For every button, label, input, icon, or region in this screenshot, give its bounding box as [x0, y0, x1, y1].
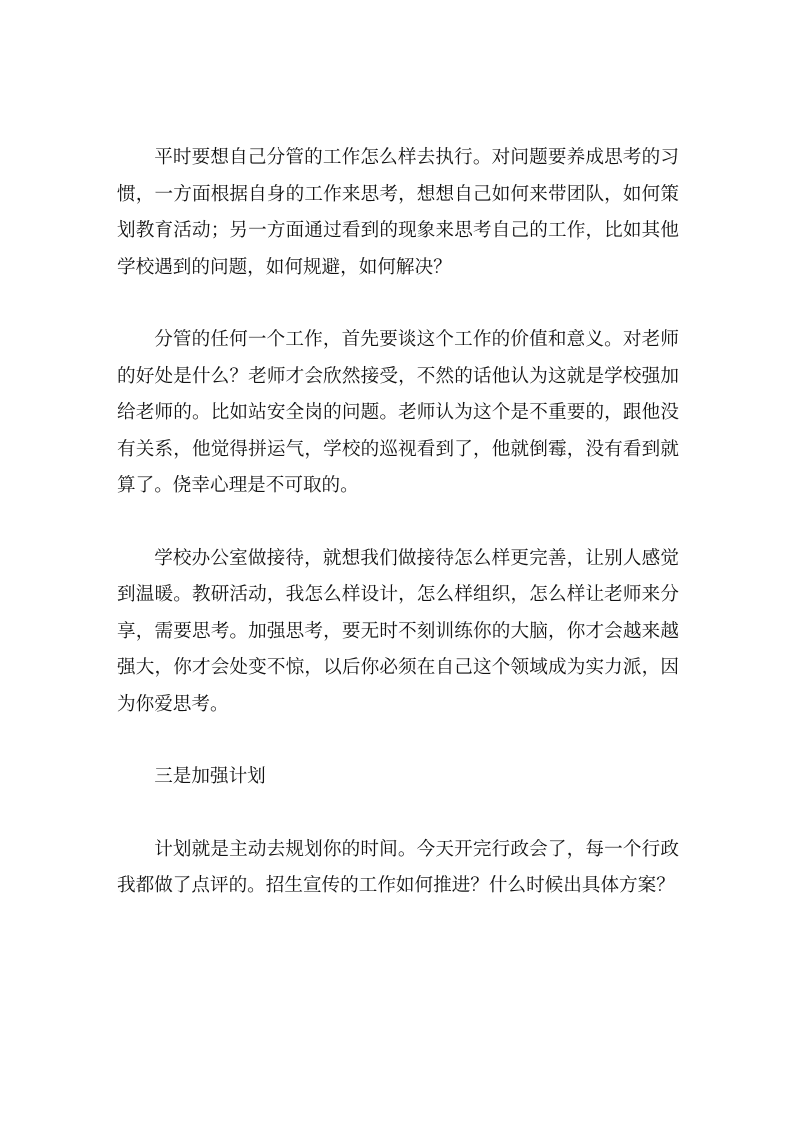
paragraph-office-reception: 学校办公室做接待，就想我们做接待怎么样更完善，让别人感觉到温暖。教研活动，我怎么样设计，怎么样组织，怎么样让老师来分享，需要思考。加强思考，要无时不刻训练你的大脑，你才会越来越强大，你才会处变不惊，以后你必须在自己这个领域成为实力派，因为你爱思考。	[117, 547, 679, 715]
paragraph-work-value: 分管的任何一个工作，首先要谈这个工作的价值和意义。对老师的好处是什么？老师才会欣然接受，不然的话他认为这就是学校强加给老师的。比如站安全岗的问题。老师认为这个是不重要的，跟他没有关系，他觉得拼运气，学校的巡视看到了，他就倒霉，没有看到就算了。侥幸心理是不可取的。	[117, 329, 679, 496]
section-heading-planning: 三是加强计划	[154, 766, 266, 787]
paragraph-thinking-execution: 平时要想自己分管的工作怎么样去执行。对问题要养成思考的习惯，一方面根据自身的工作来思考，想想自己如何来带团队，如何策划教育活动；另一方面通过看到的现象来思考自己的工作，比如其他学校遇到的问题，如何规避，如何解决？	[117, 147, 679, 278]
paragraph-planning-time: 计划就是主动去规划你的时间。今天开完行政会了，每一个行政我都做了点评的。招生宣传的工作如何推进？什么时候出具体方案？	[117, 838, 679, 896]
document-page	[117, 140, 679, 905]
